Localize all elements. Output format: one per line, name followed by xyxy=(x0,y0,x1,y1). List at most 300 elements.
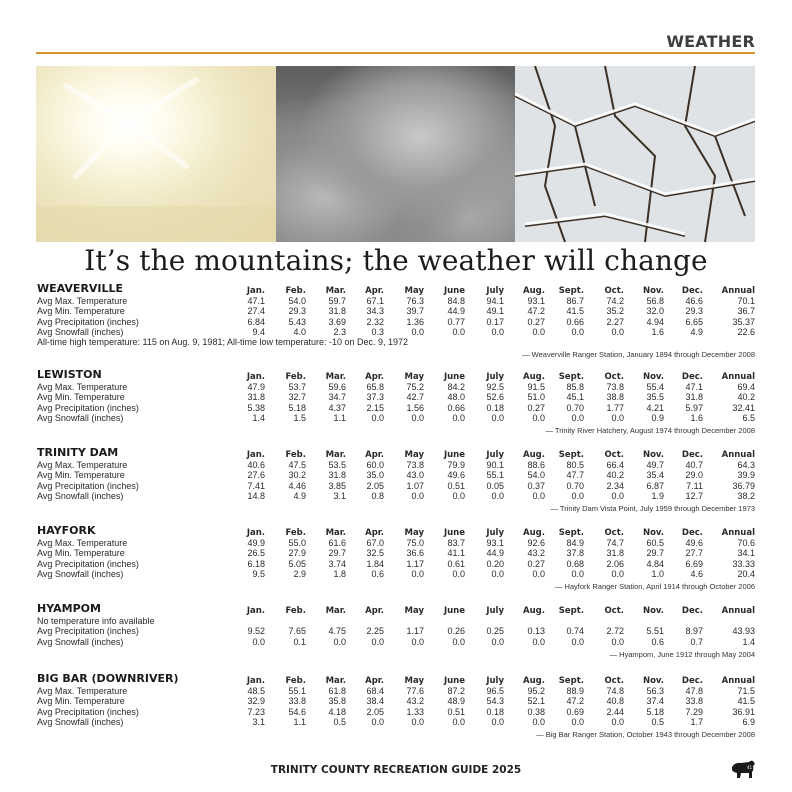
value-cell: 0.37 xyxy=(527,480,545,491)
value-cell: 83.7 xyxy=(447,538,465,549)
value-cell: 31.8 xyxy=(247,392,265,403)
data-row xyxy=(37,392,755,402)
station-name: TRINITY DAM xyxy=(37,446,119,459)
value-cell: 0.5 xyxy=(333,716,346,727)
value-cell: 61.8 xyxy=(328,686,346,697)
data-row xyxy=(37,413,755,423)
value-cell: 1.4 xyxy=(252,412,265,423)
value-cell: 0.18 xyxy=(486,706,504,717)
value-cell: 2.05 xyxy=(366,706,384,717)
value-cell: 75.0 xyxy=(406,538,424,549)
station-header-row xyxy=(37,446,755,460)
month-header: Nov. xyxy=(642,450,664,460)
value-cell: 47.7 xyxy=(566,470,584,481)
month-header: Nov. xyxy=(642,372,664,382)
source-note: — Trinity River Hatchery, August 1974 through December 2008 xyxy=(545,425,755,435)
data-row xyxy=(37,491,755,501)
row-label: Avg Min. Temperature xyxy=(37,392,125,403)
sun-photo xyxy=(36,66,276,242)
month-header: Oct. xyxy=(604,450,624,460)
month-header: June xyxy=(443,372,465,382)
value-cell: 1.7 xyxy=(690,716,703,727)
value-cell: 0.17 xyxy=(486,316,504,327)
month-header: Aug. xyxy=(523,372,545,382)
value-cell: 49.9 xyxy=(247,538,265,549)
value-cell: 33.8 xyxy=(685,696,703,707)
row-label: Avg Min. Temperature xyxy=(37,306,125,317)
value-cell: 0.74 xyxy=(566,626,584,637)
month-header: Feb. xyxy=(285,450,306,460)
value-cell: 35.5 xyxy=(646,392,664,403)
value-cell: 4.37 xyxy=(328,402,346,413)
station-section xyxy=(37,282,755,360)
value-cell: 52.1 xyxy=(527,696,545,707)
value-cell: 0.51 xyxy=(447,706,465,717)
data-row xyxy=(37,559,755,569)
value-cell: 4.6 xyxy=(690,568,703,579)
value-cell: 0.0 xyxy=(411,490,424,501)
value-cell: 1.0 xyxy=(651,568,664,579)
value-cell: 6.69 xyxy=(685,558,703,569)
month-header: May xyxy=(404,450,424,460)
row-label: Avg Min. Temperature xyxy=(37,548,125,559)
month-header: May xyxy=(404,286,424,296)
value-cell: 67.1 xyxy=(366,296,384,307)
value-cell: 1.33 xyxy=(406,706,424,717)
row-label: Avg Precipitation (inches) xyxy=(37,706,139,717)
value-cell: 6.5 xyxy=(742,412,755,423)
value-cell: 0.66 xyxy=(566,316,584,327)
value-cell: 30.2 xyxy=(288,470,306,481)
value-cell: 7.41 xyxy=(247,480,265,491)
row-label: Avg Snowfall (inches) xyxy=(37,412,124,423)
value-cell: 54.3 xyxy=(486,696,504,707)
value-cell: 88.6 xyxy=(527,460,545,471)
data-row xyxy=(37,637,755,647)
value-cell: 95.2 xyxy=(527,686,545,697)
value-cell: 0.0 xyxy=(452,716,465,727)
value-cell: 0.6 xyxy=(651,636,664,647)
value-cell: 1.36 xyxy=(406,316,424,327)
value-cell: 54.0 xyxy=(288,296,306,307)
value-cell: 27.7 xyxy=(685,548,703,559)
value-cell: 5.97 xyxy=(685,402,703,413)
value-cell: 7.23 xyxy=(247,706,265,717)
value-cell: 41.1 xyxy=(447,548,465,559)
value-cell: 93.1 xyxy=(486,538,504,549)
value-cell: 0.0 xyxy=(371,716,384,727)
value-cell: 0.0 xyxy=(491,568,504,579)
value-cell: 42.7 xyxy=(406,392,424,403)
data-row xyxy=(37,382,755,392)
value-cell: 65.8 xyxy=(366,382,384,393)
month-header: July xyxy=(486,528,504,538)
month-header: Aug. xyxy=(523,676,545,686)
value-cell: 12.7 xyxy=(685,490,703,501)
month-header: Jan. xyxy=(246,450,265,460)
month-header: Sept. xyxy=(558,372,584,382)
value-cell: 54.0 xyxy=(527,470,545,481)
value-cell: 37.8 xyxy=(566,548,584,559)
value-cell: 0.68 xyxy=(566,558,584,569)
value-cell: 1.77 xyxy=(606,402,624,413)
value-cell: 47.1 xyxy=(247,296,265,307)
value-cell: 51.0 xyxy=(527,392,545,403)
value-cell: 0.05 xyxy=(486,480,504,491)
value-cell: 39.9 xyxy=(737,470,755,481)
value-cell: 70.1 xyxy=(737,296,755,307)
value-cell: 1.07 xyxy=(406,480,424,491)
value-cell: 69.4 xyxy=(737,382,755,393)
header-divider xyxy=(36,52,755,54)
value-cell: 92.6 xyxy=(527,538,545,549)
value-cell: 20.4 xyxy=(737,568,755,579)
record-note: All-time high temperature: 115 on Aug. 9, 1981; All-time low temperature: -10 on Dec. 9, 1972 xyxy=(37,336,409,347)
value-cell: 48.0 xyxy=(447,392,465,403)
month-header: Jan. xyxy=(246,676,265,686)
month-header: Nov. xyxy=(642,676,664,686)
month-header: Sept. xyxy=(558,450,584,460)
value-cell: 3.85 xyxy=(328,480,346,491)
value-cell: 0.38 xyxy=(527,706,545,717)
month-header: Apr. xyxy=(365,528,384,538)
value-cell: 73.8 xyxy=(406,460,424,471)
value-cell: 1.56 xyxy=(406,402,424,413)
value-cell: 0.66 xyxy=(447,402,465,413)
value-cell: 53.5 xyxy=(328,460,346,471)
value-cell: 3.1 xyxy=(333,490,346,501)
value-cell: 43.2 xyxy=(527,548,545,559)
value-cell: 0.5 xyxy=(651,716,664,727)
source-note: — Weaverville Ranger Station, January 1894 through December 2008 xyxy=(522,350,755,360)
value-cell: 90.1 xyxy=(486,460,504,471)
value-cell: 8.97 xyxy=(685,626,703,637)
value-cell: 37.3 xyxy=(366,392,384,403)
month-header: Jan. xyxy=(246,372,265,382)
row-label: No temperature info available xyxy=(37,616,155,627)
value-cell: 0.0 xyxy=(491,716,504,727)
value-cell: 35.8 xyxy=(328,696,346,707)
value-cell: 0.0 xyxy=(491,636,504,647)
value-cell: 0.51 xyxy=(447,480,465,491)
value-cell: 0.1 xyxy=(293,636,306,647)
month-header: Mar. xyxy=(325,450,346,460)
month-header: Annual xyxy=(721,676,755,686)
value-cell: 88.9 xyxy=(566,686,584,697)
section-title: WEATHER xyxy=(666,32,755,51)
month-header: Sept. xyxy=(558,528,584,538)
data-row xyxy=(37,616,755,626)
source-note: — Hyampom, June 1912 through May 2004 xyxy=(609,649,755,659)
value-cell: 5.43 xyxy=(288,316,306,327)
row-label: Avg Snowfall (inches) xyxy=(37,326,124,337)
value-cell: 2.27 xyxy=(606,316,624,327)
value-cell: 47.2 xyxy=(566,696,584,707)
value-cell: 60.0 xyxy=(366,460,384,471)
value-cell: 84.8 xyxy=(447,296,465,307)
value-cell: 56.3 xyxy=(646,686,664,697)
month-header: Jan. xyxy=(246,528,265,538)
value-cell: 0.0 xyxy=(611,636,624,647)
value-cell: 34.3 xyxy=(366,306,384,317)
value-cell: 29.7 xyxy=(646,548,664,559)
data-row xyxy=(37,538,755,548)
station-name: WEAVERVILLE xyxy=(37,282,124,295)
value-cell: 5.05 xyxy=(288,558,306,569)
value-cell: 31.8 xyxy=(328,470,346,481)
month-header: Sept. xyxy=(558,606,584,616)
month-header: Jan. xyxy=(246,286,265,296)
photo-strip xyxy=(36,66,755,242)
value-cell: 6.87 xyxy=(646,480,664,491)
value-cell: 67.0 xyxy=(366,538,384,549)
value-cell: 1.17 xyxy=(406,626,424,637)
value-cell: 0.70 xyxy=(566,402,584,413)
value-cell: 76.3 xyxy=(406,296,424,307)
value-cell: 6.9 xyxy=(742,716,755,727)
value-cell: 0.0 xyxy=(571,490,584,501)
value-cell: 45.1 xyxy=(566,392,584,403)
value-cell: 9.5 xyxy=(252,568,265,579)
value-cell: 0.0 xyxy=(452,490,465,501)
value-cell: 0.20 xyxy=(486,558,504,569)
value-cell: 48.5 xyxy=(247,686,265,697)
value-cell: 34.7 xyxy=(328,392,346,403)
value-cell: 5.18 xyxy=(288,402,306,413)
station-section xyxy=(37,602,755,660)
data-row xyxy=(37,626,755,636)
value-cell: 6.65 xyxy=(685,316,703,327)
row-label: Avg Max. Temperature xyxy=(37,538,128,549)
month-header: Dec. xyxy=(681,676,703,686)
value-cell: 84.2 xyxy=(447,382,465,393)
value-cell: 96.5 xyxy=(486,686,504,697)
value-cell: 49.7 xyxy=(646,460,664,471)
value-cell: 60.5 xyxy=(646,538,664,549)
data-row xyxy=(37,707,755,717)
value-cell: 0.0 xyxy=(333,636,346,647)
value-cell: 0.0 xyxy=(532,568,545,579)
value-cell: 61.6 xyxy=(328,538,346,549)
source-note: — Big Bar Ranger Station, October 1943 through December 2008 xyxy=(536,729,755,739)
value-cell: 0.27 xyxy=(527,316,545,327)
value-cell: 1.4 xyxy=(742,636,755,647)
value-cell: 74.7 xyxy=(606,538,624,549)
month-header: Dec. xyxy=(681,606,703,616)
value-cell: 79.9 xyxy=(447,460,465,471)
value-cell: 5.38 xyxy=(247,402,265,413)
value-cell: 49.6 xyxy=(447,470,465,481)
value-cell: 1.5 xyxy=(293,412,306,423)
value-cell: 40.7 xyxy=(685,460,703,471)
value-cell: 0.0 xyxy=(452,636,465,647)
value-cell: 0.0 xyxy=(611,568,624,579)
value-cell: 49.6 xyxy=(685,538,703,549)
data-row xyxy=(37,460,755,470)
month-header: Apr. xyxy=(365,286,384,296)
month-header: Dec. xyxy=(681,450,703,460)
value-cell: 0.0 xyxy=(571,636,584,647)
row-label: Avg Snowfall (inches) xyxy=(37,490,124,501)
value-cell: 31.8 xyxy=(606,548,624,559)
storm-clouds-photo xyxy=(276,66,515,242)
value-cell: 44.9 xyxy=(486,548,504,559)
station-name: HAYFORK xyxy=(37,524,96,537)
value-cell: 32.5 xyxy=(366,548,384,559)
value-cell: 0.0 xyxy=(571,716,584,727)
row-label: Avg Max. Temperature xyxy=(37,382,128,393)
value-cell: 38.8 xyxy=(606,392,624,403)
value-cell: 27.9 xyxy=(288,548,306,559)
value-cell: 0.0 xyxy=(371,636,384,647)
month-header: Annual xyxy=(721,450,755,460)
value-cell: 27.6 xyxy=(247,470,265,481)
month-header: July xyxy=(486,606,504,616)
value-cell: 0.9 xyxy=(651,412,664,423)
month-header: May xyxy=(404,606,424,616)
row-label: Avg Precipitation (inches) xyxy=(37,558,139,569)
value-cell: 1.9 xyxy=(651,490,664,501)
value-cell: 0.0 xyxy=(411,568,424,579)
value-cell: 1.84 xyxy=(366,558,384,569)
value-cell: 7.65 xyxy=(288,626,306,637)
value-cell: 36.6 xyxy=(406,548,424,559)
row-label: Avg Min. Temperature xyxy=(37,470,125,481)
page-headline: It’s the mountains; the weather will change xyxy=(84,244,708,277)
value-cell: 37.4 xyxy=(646,696,664,707)
value-cell: 27.4 xyxy=(247,306,265,317)
value-cell: 26.5 xyxy=(247,548,265,559)
value-cell: 3.69 xyxy=(328,316,346,327)
value-cell: 2.05 xyxy=(366,480,384,491)
value-cell: 4.75 xyxy=(328,626,346,637)
value-cell: 0.18 xyxy=(486,402,504,413)
value-cell: 0.69 xyxy=(566,706,584,717)
value-cell: 84.9 xyxy=(566,538,584,549)
value-cell: 32.41 xyxy=(732,402,755,413)
value-cell: 9.4 xyxy=(252,326,265,337)
value-cell: 22.6 xyxy=(737,326,755,337)
value-cell: 4.0 xyxy=(293,326,306,337)
value-cell: 0.77 xyxy=(447,316,465,327)
data-row xyxy=(37,470,755,480)
value-cell: 66.4 xyxy=(606,460,624,471)
value-cell: 43.2 xyxy=(406,696,424,707)
value-cell: 35.2 xyxy=(606,306,624,317)
value-cell: 14.8 xyxy=(247,490,265,501)
month-header: Oct. xyxy=(604,372,624,382)
month-header: Apr. xyxy=(365,450,384,460)
value-cell: 33.8 xyxy=(288,696,306,707)
station-section xyxy=(37,446,755,514)
station-name: LEWISTON xyxy=(37,368,102,381)
value-cell: 4.84 xyxy=(646,558,664,569)
value-cell: 7.11 xyxy=(686,480,703,491)
value-cell: 0.0 xyxy=(571,412,584,423)
value-cell: 47.8 xyxy=(685,686,703,697)
month-header: Feb. xyxy=(285,372,306,382)
value-cell: 0.27 xyxy=(527,558,545,569)
value-cell: 43.93 xyxy=(732,626,755,637)
value-cell: 0.0 xyxy=(252,636,265,647)
value-cell: 9.52 xyxy=(247,626,265,637)
data-row xyxy=(37,696,755,706)
month-header: Feb. xyxy=(285,528,306,538)
value-cell: 55.4 xyxy=(646,382,664,393)
value-cell: 0.27 xyxy=(527,402,545,413)
value-cell: 52.6 xyxy=(486,392,504,403)
value-cell: 3.74 xyxy=(328,558,346,569)
value-cell: 40.6 xyxy=(247,460,265,471)
month-header: May xyxy=(404,528,424,538)
month-header: Nov. xyxy=(642,528,664,538)
station-header-row xyxy=(37,672,755,686)
value-cell: 4.9 xyxy=(690,326,703,337)
value-cell: 2.9 xyxy=(293,568,306,579)
value-cell: 36.91 xyxy=(732,706,755,717)
month-header: Dec. xyxy=(681,286,703,296)
month-header: June xyxy=(443,528,465,538)
value-cell: 86.7 xyxy=(566,296,584,307)
value-cell: 0.0 xyxy=(411,716,424,727)
value-cell: 2.3 xyxy=(333,326,346,337)
station-section xyxy=(37,672,755,740)
month-header: Apr. xyxy=(365,676,384,686)
value-cell: 47.5 xyxy=(288,460,306,471)
value-cell: 53.7 xyxy=(288,382,306,393)
footer-title: TRINITY COUNTY RECREATION GUIDE 2025 xyxy=(270,764,522,776)
month-header: Mar. xyxy=(325,286,346,296)
value-cell: 85.8 xyxy=(566,382,584,393)
value-cell: 35.37 xyxy=(732,316,755,327)
value-cell: 0.25 xyxy=(486,626,504,637)
value-cell: 59.6 xyxy=(328,382,346,393)
value-cell: 70.6 xyxy=(737,538,755,549)
month-header: June xyxy=(443,450,465,460)
month-header: Oct. xyxy=(604,286,624,296)
station-header-row xyxy=(37,524,755,538)
station-name: BIG BAR (DOWNRIVER) xyxy=(37,672,179,685)
value-cell: 54.6 xyxy=(288,706,306,717)
data-row xyxy=(37,481,755,491)
value-cell: 0.26 xyxy=(447,626,465,637)
month-header: Apr. xyxy=(365,606,384,616)
snow-branches-icon xyxy=(515,66,755,242)
data-row xyxy=(37,317,755,327)
value-cell: 55.1 xyxy=(486,470,504,481)
month-header: Annual xyxy=(721,286,755,296)
value-cell: 0.0 xyxy=(411,326,424,337)
value-cell: 0.7 xyxy=(690,636,703,647)
value-cell: 0.0 xyxy=(491,412,504,423)
value-cell: 0.13 xyxy=(527,626,545,637)
month-header: Oct. xyxy=(604,676,624,686)
station-header-row xyxy=(37,602,755,616)
month-header: Feb. xyxy=(285,606,306,616)
month-header: Aug. xyxy=(523,528,545,538)
month-header: Nov. xyxy=(642,286,664,296)
value-cell: 68.4 xyxy=(366,686,384,697)
value-cell: 43.0 xyxy=(406,470,424,481)
value-cell: 2.15 xyxy=(366,402,384,413)
value-cell: 74.2 xyxy=(606,296,624,307)
row-label: Avg Max. Temperature xyxy=(37,296,128,307)
month-header: Nov. xyxy=(642,606,664,616)
value-cell: 94.1 xyxy=(486,296,504,307)
value-cell: 80.5 xyxy=(566,460,584,471)
value-cell: 29.3 xyxy=(288,306,306,317)
data-row xyxy=(37,548,755,558)
